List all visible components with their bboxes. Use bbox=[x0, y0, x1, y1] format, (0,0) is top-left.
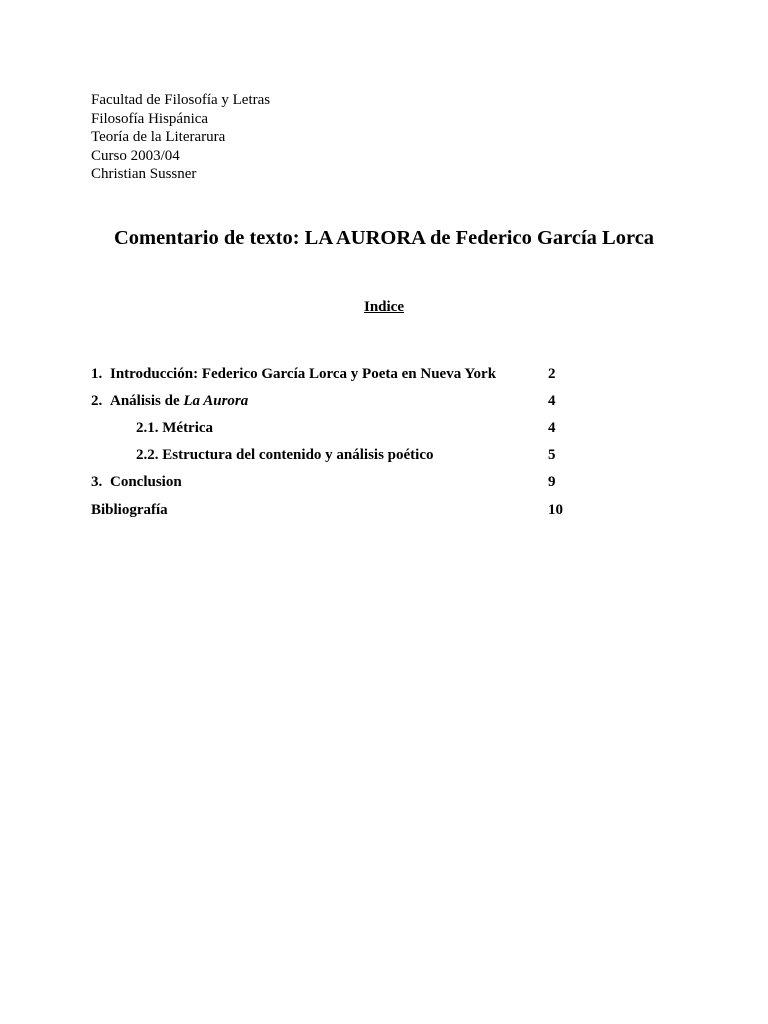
toc-entry-2 bbox=[91, 393, 571, 413]
document-title: Comentario de texto: LA AURORA de Federico García Lorca bbox=[113, 227, 655, 249]
document-header bbox=[91, 91, 270, 184]
toc-entry-number: 3. bbox=[91, 474, 103, 490]
toc-entry-page: 5 bbox=[548, 447, 556, 463]
index-heading: Indice bbox=[363, 299, 404, 315]
toc-entry-3 bbox=[91, 474, 571, 494]
toc-entry-text: Introducción: Federico García Lorca y Poeta en Nueva York bbox=[110, 366, 497, 382]
header-faculty: Facultad de Filosofía y Letras bbox=[91, 92, 271, 108]
toc-entry-label bbox=[91, 366, 496, 383]
toc-entry-number: 2. bbox=[91, 393, 103, 409]
toc-entry-text: Conclusion bbox=[110, 474, 182, 490]
toc-entry-2-1 bbox=[91, 420, 571, 440]
toc-entry-text: 2.1. Métrica bbox=[136, 420, 214, 436]
header-academic-year: Curso 2003/04 bbox=[91, 147, 180, 164]
toc-entry-page: 2 bbox=[548, 366, 556, 382]
toc-entry-page: 4 bbox=[548, 420, 556, 436]
header-department: Filosofía Hispánica bbox=[91, 110, 209, 127]
toc-entry-number: 1. bbox=[91, 366, 103, 382]
toc-entry-bibliography bbox=[91, 502, 571, 522]
toc-entry-page: 10 bbox=[548, 502, 563, 518]
toc-entry-1 bbox=[91, 366, 571, 386]
toc-entry-label bbox=[91, 474, 182, 491]
header-author: Christian Sussner bbox=[91, 166, 197, 182]
toc-entry-2-2 bbox=[91, 447, 571, 467]
toc-entry-page: 9 bbox=[548, 474, 556, 490]
toc-entry-text: 2.2. Estructura del contenido y análisis poético bbox=[136, 447, 434, 463]
toc-entry-text: Bibliografía bbox=[91, 502, 168, 518]
toc-entry-text: Análisis de bbox=[110, 393, 184, 409]
header-course-subject: Teoría de la Literarura bbox=[91, 129, 226, 145]
toc-entry-label bbox=[91, 393, 248, 410]
toc-entry-page: 4 bbox=[548, 393, 556, 409]
toc-entry-text-italic: La Aurora bbox=[183, 393, 249, 409]
